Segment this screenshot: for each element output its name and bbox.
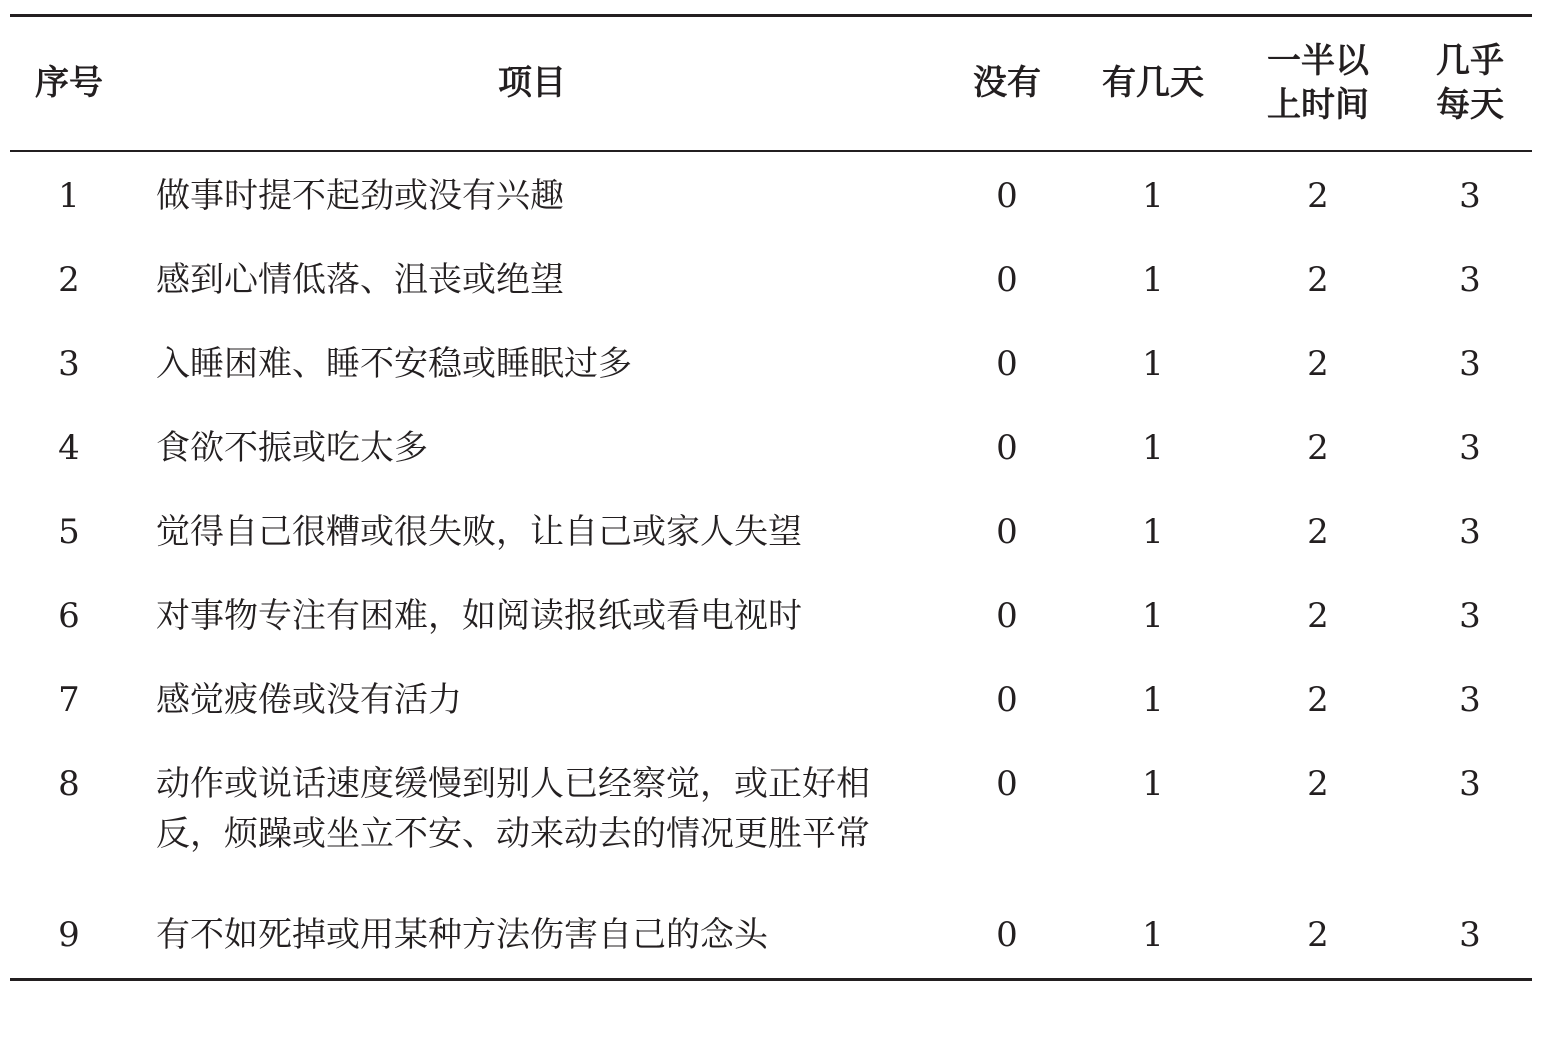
score-more-than-half: 2	[1307, 511, 1329, 552]
row-item: 感觉疲倦或没有活力	[156, 679, 462, 720]
row-item: 动作或说话速度缓慢到别人已经察觉，或正好相反，烦躁或坐立不安、动来动去的情况更胜平常	[156, 763, 870, 854]
header-nearly-every-day-line1: 几乎	[1436, 41, 1504, 82]
header-nearly-every-day	[1408, 16, 1532, 151]
table-row	[10, 574, 1532, 658]
header-more-than-half-line1: 一半以	[1267, 41, 1369, 82]
score-several-days: 1	[1142, 175, 1164, 216]
table-row	[10, 658, 1532, 742]
score-more-than-half: 2	[1307, 259, 1329, 300]
score-more-than-half: 2	[1307, 679, 1329, 720]
row-number: 6	[58, 595, 80, 636]
score-more-than-half: 2	[1307, 763, 1329, 804]
header-row	[10, 16, 1532, 151]
row-number: 8	[58, 763, 80, 804]
row-item: 入睡困难、睡不安稳或睡眠过多	[156, 343, 632, 384]
score-nearly-every-day: 3	[1459, 511, 1481, 552]
score-none: 0	[996, 763, 1018, 804]
row-number: 4	[58, 427, 80, 468]
header-none: 没有	[936, 16, 1078, 151]
table-header	[10, 16, 1532, 151]
table-row	[10, 742, 1532, 893]
score-nearly-every-day: 3	[1459, 343, 1481, 384]
row-number: 7	[58, 679, 80, 720]
table-row	[10, 322, 1532, 406]
score-several-days: 1	[1142, 427, 1164, 468]
row-item: 对事物专注有困难，如阅读报纸或看电视时	[156, 595, 802, 636]
row-item: 觉得自己很糟或很失败，让自己或家人失望	[156, 511, 802, 552]
score-none: 0	[996, 343, 1018, 384]
header-more-than-half-line2: 上时间	[1267, 85, 1369, 126]
score-nearly-every-day: 3	[1459, 175, 1481, 216]
score-more-than-half: 2	[1307, 595, 1329, 636]
score-several-days: 1	[1142, 259, 1164, 300]
score-none: 0	[996, 259, 1018, 300]
score-more-than-half: 2	[1307, 175, 1329, 216]
table-row	[10, 893, 1532, 980]
row-number: 1	[58, 175, 80, 216]
score-none: 0	[996, 914, 1018, 955]
row-item: 食欲不振或吃太多	[156, 427, 428, 468]
score-several-days: 1	[1142, 343, 1164, 384]
score-nearly-every-day: 3	[1459, 595, 1481, 636]
row-number: 9	[58, 914, 80, 955]
row-number: 2	[58, 259, 80, 300]
header-nearly-every-day-line2: 每天	[1436, 85, 1504, 126]
row-item: 有不如死掉或用某种方法伤害自己的念头	[156, 914, 768, 955]
score-several-days: 1	[1142, 679, 1164, 720]
header-no: 序号	[10, 16, 128, 151]
row-item: 做事时提不起劲或没有兴趣	[156, 175, 564, 216]
score-none: 0	[996, 427, 1018, 468]
table-body	[10, 151, 1532, 980]
score-more-than-half: 2	[1307, 914, 1329, 955]
score-more-than-half: 2	[1307, 427, 1329, 468]
score-nearly-every-day: 3	[1459, 914, 1481, 955]
table-row	[10, 151, 1532, 238]
header-several-days: 有几天	[1078, 16, 1228, 151]
score-none: 0	[996, 175, 1018, 216]
header-more-than-half	[1228, 16, 1408, 151]
phq9-table	[10, 14, 1532, 981]
row-number: 3	[58, 343, 80, 384]
row-number: 5	[58, 511, 80, 552]
score-none: 0	[996, 679, 1018, 720]
header-item: 项目	[128, 16, 936, 151]
score-none: 0	[996, 511, 1018, 552]
score-several-days: 1	[1142, 914, 1164, 955]
score-none: 0	[996, 595, 1018, 636]
score-more-than-half: 2	[1307, 343, 1329, 384]
score-several-days: 1	[1142, 595, 1164, 636]
score-nearly-every-day: 3	[1459, 763, 1481, 804]
score-several-days: 1	[1142, 511, 1164, 552]
table-row	[10, 238, 1532, 322]
score-nearly-every-day: 3	[1459, 259, 1481, 300]
score-several-days: 1	[1142, 763, 1164, 804]
row-item: 感到心情低落、沮丧或绝望	[156, 259, 564, 300]
table-row	[10, 490, 1532, 574]
phq9-table-container	[10, 14, 1532, 981]
score-nearly-every-day: 3	[1459, 427, 1481, 468]
score-nearly-every-day: 3	[1459, 679, 1481, 720]
table-row	[10, 406, 1532, 490]
